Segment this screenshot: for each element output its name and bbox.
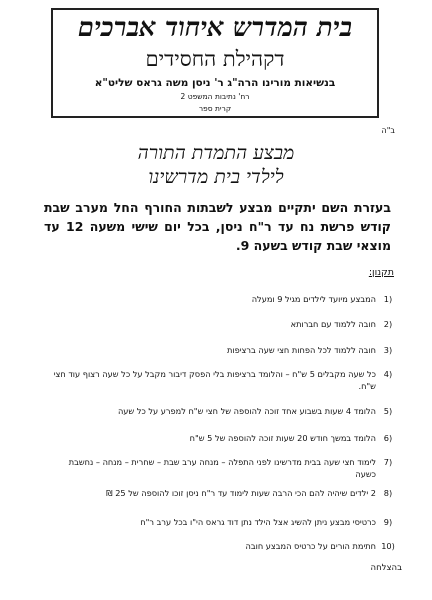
bsd-mark: ב"ה — [381, 126, 395, 135]
regulation-text: חתימת הורים על כרטיס המבצע חובה — [245, 541, 376, 551]
regulation-text: חובה ללמוד עם חברותא — [290, 319, 376, 329]
regulation-item — [46, 344, 393, 356]
regulation-item — [46, 456, 393, 480]
regulation-item — [46, 318, 393, 330]
city-line: קרית ספר — [198, 104, 232, 113]
regulation-text: הלומד 4 שעות בשבוע אחד זוכה להוספה של חצי ש"ח למפרע על כל שעה — [117, 406, 376, 416]
regulation-number: 1) — [383, 294, 393, 304]
regulation-number: 5) — [383, 406, 393, 416]
regulation-text: כרטיסי מבצע ניתן להשיג אצל הילד נתן דוד גראס הי"ו בכל ערב ר"ח — [140, 517, 376, 527]
address-line: רח' נתיבות המשפט 2 — [180, 92, 250, 101]
leadership-line: בנשיאות מורינו הרה"ג ר' ניסן משה גראס שליט"א — [94, 77, 336, 89]
institution-subtitle: דקהילת החסידים — [145, 47, 285, 71]
regulation-item — [46, 432, 393, 444]
regulation-item — [46, 368, 393, 392]
campaign-title: מבצע התמדת התורה — [137, 142, 295, 164]
regulation-number: 7) — [383, 457, 393, 467]
regulation-number: 6) — [383, 433, 393, 443]
regulation-text: המבצע מיועד לילדים מגיל 9 ומעלה — [251, 294, 376, 304]
regulation-text: 2 ילדים שיהיה להם הכי הרבה שעות לימוד עד ר"ח ניסן זוכו להוספה של 25 ₪ — [106, 488, 376, 498]
regulation-item — [46, 405, 393, 417]
regulations-heading: תקנון: — [368, 267, 394, 278]
regulation-text: לימוד חצי שעה בבית מדרשינו לפני התפלה – מנחה ערב שבת – שחרית – מנחה – נחשבת כשעה — [68, 457, 376, 479]
header-box — [51, 8, 379, 118]
closing-blessing: בהצלחה — [370, 563, 402, 573]
regulation-text: הלומד במשך חודש 20 שעות זוכה להוספה של 5 ש"ח — [189, 433, 376, 443]
campaign-intro: בעזרת השם יתקיים מבצע לשבתות החורף החל מערב שבת קודש פרשת נח עד ר"ח ניסן, בכל יום שישי משעה 12 עד מוצאי שבת קודש בשעה 9. — [44, 200, 391, 253]
regulation-number: 4) — [383, 369, 393, 379]
campaign-subtitle: לילדי בית מדרשינו — [148, 166, 284, 188]
regulation-item — [46, 293, 393, 305]
regulation-item — [46, 487, 393, 499]
regulation-number: 3) — [383, 345, 393, 355]
regulation-item — [46, 516, 393, 528]
regulation-item — [46, 540, 395, 552]
regulation-text: חובה ללמוד לכל הפחות חצי שעה ברציפות — [227, 345, 376, 355]
regulation-number: 10) — [381, 541, 395, 551]
regulation-number: 9) — [383, 517, 393, 527]
regulation-number: 2) — [383, 319, 393, 329]
regulation-text: כל שעה מקבלים 5 ש"ח – והלומד ברציפות בלי הפסק דיבור מקבל על כל שעה רצוף עוד חצי ש"ח. — [53, 369, 376, 391]
regulation-number: 8) — [383, 488, 393, 498]
institution-title: בית המדרש איחוד אברכים — [77, 13, 353, 43]
